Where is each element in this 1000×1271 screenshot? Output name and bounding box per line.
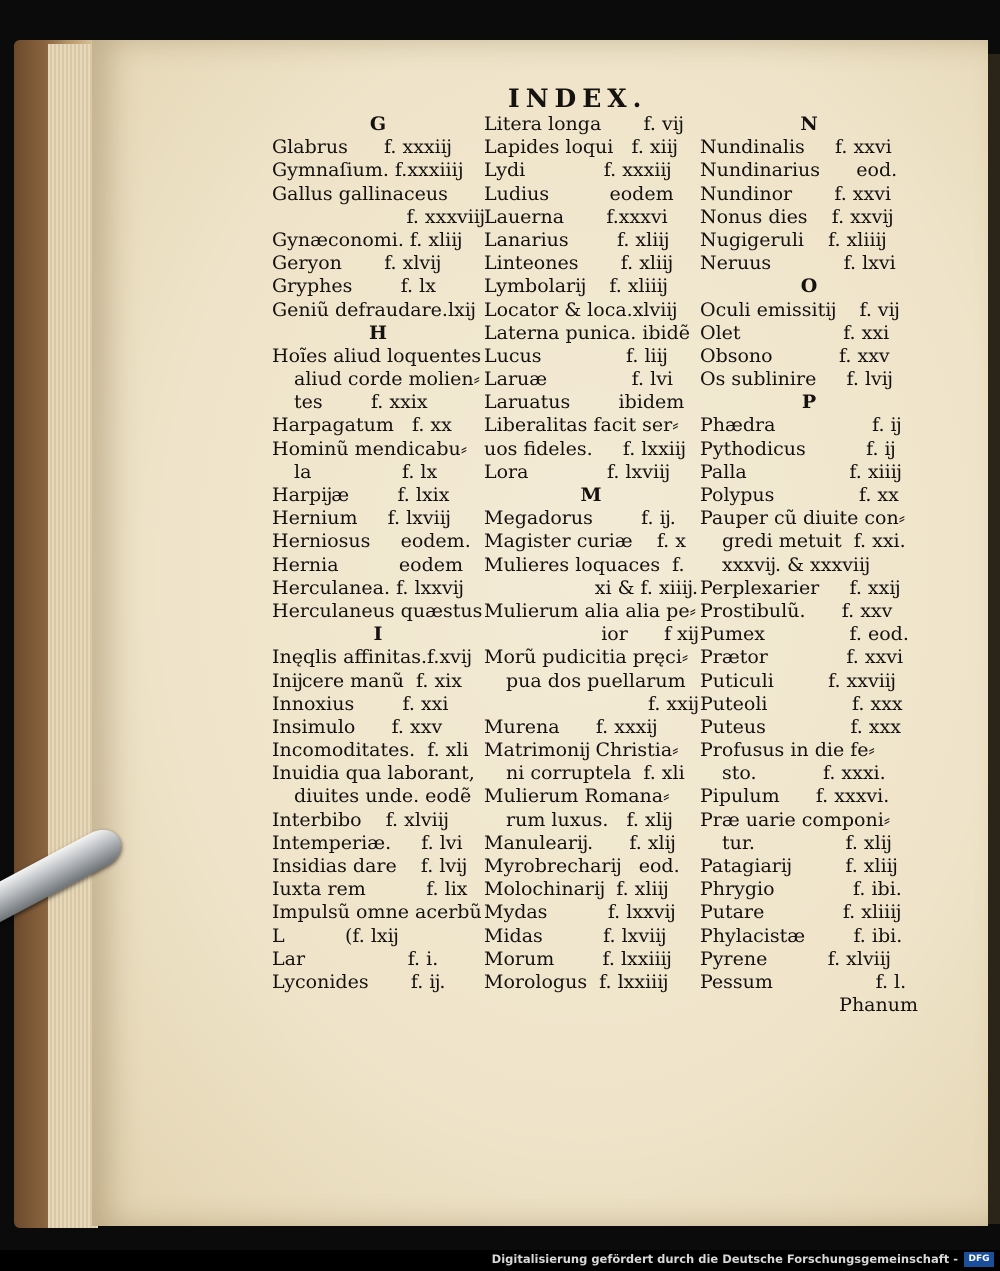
index-entry: aliud corde molien⸗ xyxy=(294,368,480,391)
index-entry: Olet f. xxi xyxy=(700,321,890,344)
index-entry: uos fideles. f. lxxiĳ xyxy=(484,437,686,460)
index-entry: Mulieres loquaces f. xyxy=(484,553,685,576)
index-entry: Glabrus f. xxxiĳ xyxy=(272,136,451,159)
index-entry: Matrimonĳ Christia⸗ xyxy=(484,739,679,762)
index-entry: Præ uarie componi⸗ xyxy=(700,808,891,831)
index-entry: Inęqlis affinitas.f.xvĳ xyxy=(272,646,472,669)
index-entry: Profusus in die fe⸗ xyxy=(700,739,875,762)
index-entry: Obsono f. xxv xyxy=(700,344,890,367)
index-entry: Morologus f. lxxiiĳ xyxy=(484,970,668,993)
index-entry: Nonus dies f. xxvĳ xyxy=(700,205,893,228)
index-entry: Iuxta rem f. lix xyxy=(272,878,468,901)
index-entry: Morum f. lxxiiĳ xyxy=(484,947,671,970)
index-entry: Insidias dare f. lvĳ xyxy=(272,855,467,877)
index-entry: Puticuli f. xxviĳ xyxy=(700,669,895,692)
index-entry: Hernium f. lxviĳ xyxy=(272,507,450,530)
index-entry: pua dos puellarum xyxy=(506,669,686,692)
index-entry: Harpagatum f. xx xyxy=(272,414,452,437)
index-letter-heading: O xyxy=(800,275,818,298)
index-entry: Ludius eodem xyxy=(484,182,674,205)
index-entry: tur. f. xlĳ xyxy=(722,831,891,854)
index-entry: Lyconides f. ĳ. xyxy=(272,970,446,993)
index-entry: Mydas f. lxxvĳ xyxy=(484,901,675,924)
index-entry: Lucus f. liĳ xyxy=(484,344,667,367)
index-entry: Herniosus eodem. xyxy=(272,530,471,553)
footer-credit: Digitalisierung gefördert durch die Deutsche Forschungsgemeinschaft - xyxy=(491,1252,958,1266)
index-entry: Pumex f. eod. xyxy=(700,623,909,646)
index-entry: Patagiarĳ f. xliĳ xyxy=(700,855,897,877)
index-entry: Prostibulũ. f. xxv xyxy=(700,599,893,622)
index-entry: Puteoli f. xxx xyxy=(700,692,903,715)
index-entry: Molochinarĳ f. xliĳ xyxy=(484,878,668,901)
index-entry: Gynæconomi. f. xliĳ xyxy=(272,228,462,251)
index-entry: Midas f. lxviĳ xyxy=(484,924,666,947)
index-entry: Pipulum f. xxxvi. xyxy=(700,785,890,808)
dfg-logo: DFG xyxy=(964,1252,994,1267)
index-entry: Perplexarier f. xxĳ xyxy=(700,576,900,599)
index-entry: f. xxĳ xyxy=(648,692,698,715)
index-entry: Gryphes f. lx xyxy=(272,275,436,298)
index-entry: Herculaneus quæstus xyxy=(272,599,483,622)
index-entry: Inĳcere manũ f. xix xyxy=(272,669,462,692)
index-entry: Linteones f. xliĳ xyxy=(484,252,673,275)
index-entry: Lymbolarĳ f. xliiĳ xyxy=(484,275,667,298)
index-entry: Mulierum Romana⸗ xyxy=(484,785,670,808)
index-entry: Hominũ mendicabu⸗ xyxy=(272,437,468,460)
index-entry: Lora f. lxviĳ xyxy=(484,460,670,483)
index-entry: xi & f. xiiĳ. xyxy=(594,576,698,599)
index-entry: Polypus f. xx xyxy=(700,484,899,506)
index-entry: la f. lx xyxy=(294,460,438,483)
index-column-2 xyxy=(484,113,698,994)
index-entry: Pauper cũ diuite con⸗ xyxy=(700,507,906,530)
index-entry: Lydi f. xxxiĳ xyxy=(484,159,671,182)
index-entry: Gallus gallinaceus xyxy=(272,182,448,205)
index-entry: Puteus f. xxx xyxy=(700,715,902,738)
page-right-edge xyxy=(988,54,1000,1224)
index-entry: Phædra f. ĳ xyxy=(700,414,901,437)
index-entry: Litera longa f. vĳ xyxy=(484,113,683,135)
index-entry: tes f. xxix xyxy=(294,391,428,414)
index-letter-heading: M xyxy=(580,484,602,506)
index-entry: L (f. lxĳ xyxy=(272,924,398,947)
index-entry: Laruæ f. lvi xyxy=(484,368,673,391)
index-entry: Lar f. i. xyxy=(272,947,439,970)
index-entry: Morũ pudicitia pręci⸗ xyxy=(484,646,689,669)
index-entry: Pythodicus f. ĳ xyxy=(700,437,895,460)
index-entry: Pessum f. l. xyxy=(700,970,907,993)
index-letter-heading: P xyxy=(801,391,817,414)
index-entry: Gymnaſium. f.xxxiiij xyxy=(272,159,464,182)
index-entry: Lanarius f. xliĳ xyxy=(484,228,669,251)
index-letter-heading: N xyxy=(800,113,818,135)
index-column-1 xyxy=(272,113,484,994)
index-entry: rum luxus. f. xlĳ xyxy=(506,808,672,831)
index-entry: Nundinalis f. xxvi xyxy=(700,136,892,159)
index-entry: Pyrene f. xlviĳ xyxy=(700,947,890,970)
index-entry: Mulierum alia alia pe⸗ xyxy=(484,599,696,622)
index-entry: Myrobrecharĳ eod. xyxy=(484,855,680,877)
index-entry: Geniũ defraudare.lxĳ xyxy=(272,298,475,321)
page-title: INDEX. xyxy=(508,84,648,113)
index-entry: ni corruptela f. xli xyxy=(506,762,685,785)
index-entry: Lauerna f.xxxvi xyxy=(484,205,668,228)
index-entry: Phanum xyxy=(839,994,918,1017)
index-entry: Phrygio f. ibi. xyxy=(700,878,902,901)
index-entry: Oculi emissitĳ f. vĳ xyxy=(700,298,899,321)
index-entry: Interbibo f. xlviĳ xyxy=(272,808,448,831)
index-entry: gredi metuit f. xxi. xyxy=(722,530,906,553)
index-entry: Locator & loca.xlviĳ xyxy=(484,298,677,321)
index-letter-heading: H xyxy=(369,321,387,344)
index-entry: ior f xĳ xyxy=(601,623,698,646)
index-entry: Nundinor f. xxvi xyxy=(700,182,892,205)
index-entry: Nugigeruli f. xliiĳ xyxy=(700,228,886,251)
index-entry: sto. f. xxxi. xyxy=(722,762,886,785)
index-entry: Liberalitas facit ser⸗ xyxy=(484,414,679,437)
index-entry: Manulearĳ. f. xlĳ xyxy=(484,831,675,854)
index-entry: Magister curiæ f. x xyxy=(484,530,686,553)
index-entry: Prætor f. xxvi xyxy=(700,646,904,669)
index-entry: Incomoditates. f. xli xyxy=(272,739,469,762)
index-entry: Hernia eodem xyxy=(272,553,464,576)
index-entry: Laruatus ibidem xyxy=(484,391,685,414)
index-entry: Lapides loqui f. xiĳ xyxy=(484,136,677,159)
index-entry: Laterna punica. ibidẽ xyxy=(484,321,690,344)
index-entry: Megadorus f. ĳ. xyxy=(484,507,676,530)
index-entry: Impulsũ omne acerbũ xyxy=(272,901,482,924)
index-entry: Nundinarius eod. xyxy=(700,159,898,182)
index-entry: Os sublinire f. lvĳ xyxy=(700,368,892,391)
index-entry: Harpĳæ f. lxix xyxy=(272,484,450,506)
index-letter-heading: G xyxy=(369,113,387,135)
index-entry: Murena f. xxxĳ xyxy=(484,715,657,738)
index-entry: Herculanea. f. lxxvĳ xyxy=(272,576,463,599)
index-column-3 xyxy=(700,113,918,1017)
index-entry: Putare f. xliiĳ xyxy=(700,901,901,924)
index-entry: Neruus f. lxvi xyxy=(700,252,896,275)
index-entry: f. xxxviĳ xyxy=(406,205,484,228)
index-entry: Phylacistæ f. ibi. xyxy=(700,924,903,947)
index-entry: Hoĩes aliud loquentes xyxy=(272,344,482,367)
index-entry: diuites unde. eodẽ xyxy=(294,785,472,808)
index-entry: Insimulo f. xxv xyxy=(272,715,443,738)
index-entry: Innoxius f. xxi xyxy=(272,692,449,715)
index-entry: Inuidia qua laborant, xyxy=(272,762,475,785)
index-entry: xxxvĳ. & xxxviĳ xyxy=(722,553,870,576)
page-stack xyxy=(48,44,98,1228)
index-letter-heading: I xyxy=(373,623,383,646)
index-entry: Geryon f. xlvĳ xyxy=(272,252,441,275)
index-entry: Intemperiæ. f. lvi xyxy=(272,831,463,854)
index-entry: Palla f. xiiĳ xyxy=(700,460,901,483)
